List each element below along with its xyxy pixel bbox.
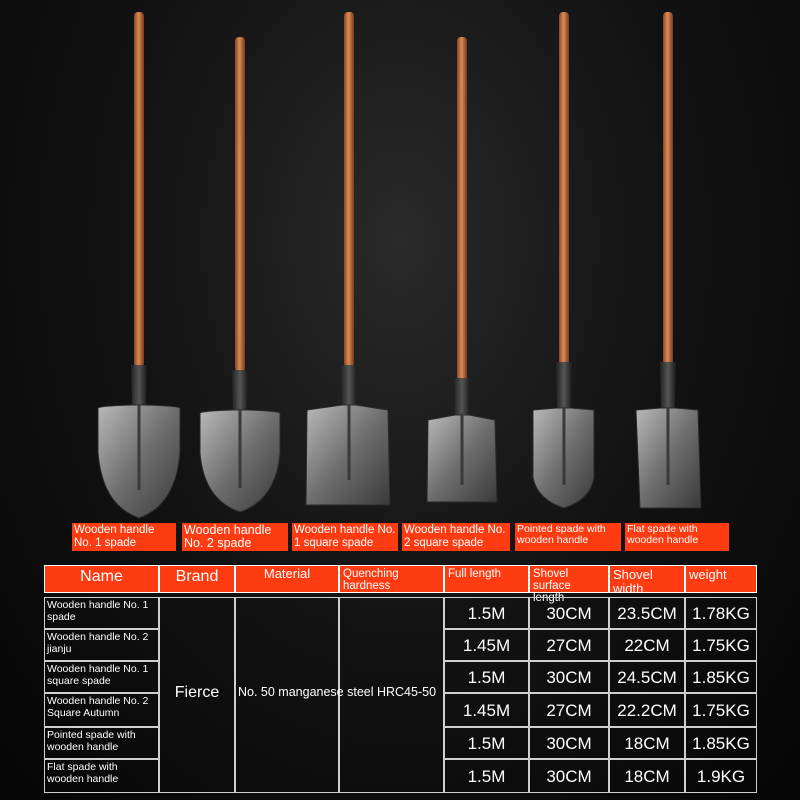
weight-value: 1.9KG	[685, 759, 757, 793]
full-length-value: 1.5M	[444, 727, 529, 759]
row-name: Wooden handle No. 1 square spade	[44, 661, 159, 693]
row-name: Wooden handle No. 2 Square Autumn	[44, 693, 159, 727]
row-name: Wooden handle No. 1 spade	[44, 597, 159, 629]
surface-length-value: 30CM	[529, 597, 609, 629]
header-material: Material	[235, 565, 339, 593]
row-name: Pointed spade with wooden handle	[44, 727, 159, 759]
shovel-4	[427, 37, 497, 502]
product-label: Wooden handle No. 2 spade	[182, 523, 288, 551]
header-width: Shovel width	[609, 565, 685, 593]
product-label: Pointed spade with wooden handle	[515, 523, 621, 551]
weight-value: 1.85KG	[685, 727, 757, 759]
product-label: Wooden handle No. 1 spade	[72, 523, 176, 551]
surface-length-value: 27CM	[529, 629, 609, 661]
surface-length-value: 30CM	[529, 661, 609, 693]
full-length-value: 1.45M	[444, 693, 529, 727]
header-brand: Brand	[159, 565, 235, 593]
product-label: Flat spade with wooden handle	[625, 523, 729, 551]
header-full-length: Full length	[444, 565, 529, 593]
brand-value: Fierce	[174, 684, 220, 701]
width-value: 22.2CM	[609, 693, 685, 727]
spec-table	[42, 563, 758, 800]
shovel-6	[636, 12, 701, 508]
shovel-3	[306, 12, 390, 505]
weight-value: 1.75KG	[685, 629, 757, 661]
full-length-value: 1.5M	[444, 597, 529, 629]
header-surface-length: Shovel surface length	[529, 565, 609, 593]
surface-length-value: 27CM	[529, 693, 609, 727]
surface-length-value: 30CM	[529, 727, 609, 759]
shovel-5	[533, 12, 594, 508]
product-label: Wooden handle No. 1 square spade	[292, 523, 398, 551]
shovel-1	[98, 12, 180, 518]
full-length-value: 1.5M	[444, 661, 529, 693]
width-value: 18CM	[609, 759, 685, 793]
shovel-2	[200, 37, 280, 512]
surface-length-value: 30CM	[529, 759, 609, 793]
weight-value: 1.85KG	[685, 661, 757, 693]
header-hardness: Quenching hardness	[339, 565, 444, 593]
width-value: 18CM	[609, 727, 685, 759]
row-name: Flat spade with wooden handle	[44, 759, 159, 793]
full-length-value: 1.5M	[444, 759, 529, 793]
width-value: 24.5CM	[609, 661, 685, 693]
width-value: 22CM	[609, 629, 685, 661]
width-value: 23.5CM	[609, 597, 685, 629]
full-length-value: 1.45M	[444, 629, 529, 661]
header-weight: weight	[685, 565, 757, 593]
row-name: Wooden handle No. 2 jianju	[44, 629, 159, 661]
brand-cell	[159, 597, 235, 793]
product-label: Wooden handle No. 2 square spade	[402, 523, 510, 551]
header-name: Name	[44, 565, 159, 593]
weight-value: 1.75KG	[685, 693, 757, 727]
material-value: No. 50 manganese steel HRC45-50	[238, 685, 437, 699]
weight-value: 1.78KG	[685, 597, 757, 629]
